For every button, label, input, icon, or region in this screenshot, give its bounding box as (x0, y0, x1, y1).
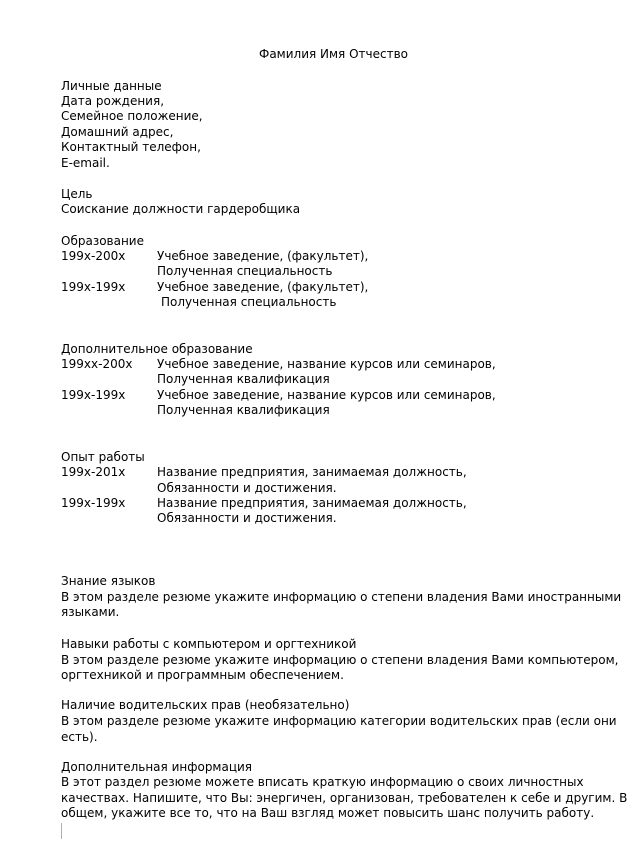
goal-text: Соискание должности гардеробщика (61, 202, 301, 216)
additional-education-date: 199x-199x (61, 388, 126, 402)
personal-line: E-email. (61, 156, 110, 170)
education-heading: Образование (61, 234, 144, 248)
computer-text: В этом разделе резюме укажите информацию о степени владения Вами компьютером, (61, 653, 619, 667)
license-text: есть). (61, 730, 98, 744)
education-line: Полученная специальность (161, 295, 337, 309)
experience-line: Название предприятия, занимаемая должность, (157, 496, 467, 510)
languages-text: В этом разделе резюме укажите информацию о степени владения Вами иностранными (61, 590, 622, 604)
experience-line: Название предприятия, занимаемая должность, (157, 465, 467, 479)
document-title: Фамилия Имя Отчество (258, 47, 408, 61)
personal-heading: Личные данные (61, 79, 162, 93)
additional-education-line: Учебное заведение, название курсов или семинаров, (157, 388, 496, 402)
additional-education-line: Учебное заведение, название курсов или семинаров, (157, 357, 496, 371)
additional-info-heading: Дополнительная информация (61, 760, 253, 774)
personal-line: Контактный телефон, (61, 140, 201, 154)
experience-date: 199x-201x (61, 465, 126, 479)
education-date: 199x-200x (61, 249, 126, 263)
languages-text: языками. (61, 605, 120, 619)
education-line: Полученная специальность (157, 264, 333, 278)
experience-heading: Опыт работы (61, 450, 145, 464)
experience-date: 199x-199x (61, 496, 126, 510)
additional-info-text: В этот раздел резюме можете вписать краткую информацию о своих личностных (61, 775, 584, 789)
additional-education-heading: Дополнительное образование (61, 342, 253, 356)
additional-education-date: 199xx-200x (61, 357, 133, 371)
personal-line: Дата рождения, (61, 94, 165, 108)
computer-heading: Навыки работы с компьютером и оргтехникой (61, 637, 357, 651)
education-line: Учебное заведение, (факультет), (157, 280, 369, 294)
personal-line: Домашний адрес, (61, 125, 174, 139)
additional-info-text: общем, укажите все то, что на Ваш взгляд может повысить шанс получить работу. (61, 806, 595, 820)
license-heading: Наличие водительских прав (необязательно) (61, 698, 350, 712)
license-text: В этом разделе резюме укажите информацию категории водительских прав (если они (61, 714, 617, 728)
additional-info-text: качествах. Напишите, что Вы: энергичен, организован, требователен к себе и другим. В (61, 791, 628, 805)
additional-education-line: Полученная квалификация (157, 372, 330, 386)
experience-line: Обязанности и достижения. (157, 511, 337, 525)
computer-text: оргтехникой и программным обеспечением. (61, 668, 344, 682)
experience-line: Обязанности и достижения. (157, 481, 337, 495)
education-line: Учебное заведение, (факультет), (157, 249, 369, 263)
languages-heading: Знание языков (61, 574, 156, 588)
goal-heading: Цель (61, 187, 93, 201)
personal-line: Семейное положение, (61, 109, 203, 123)
additional-education-line: Полученная квалификация (157, 403, 330, 417)
education-date: 199x-199x (61, 280, 126, 294)
text-cursor (61, 823, 62, 839)
